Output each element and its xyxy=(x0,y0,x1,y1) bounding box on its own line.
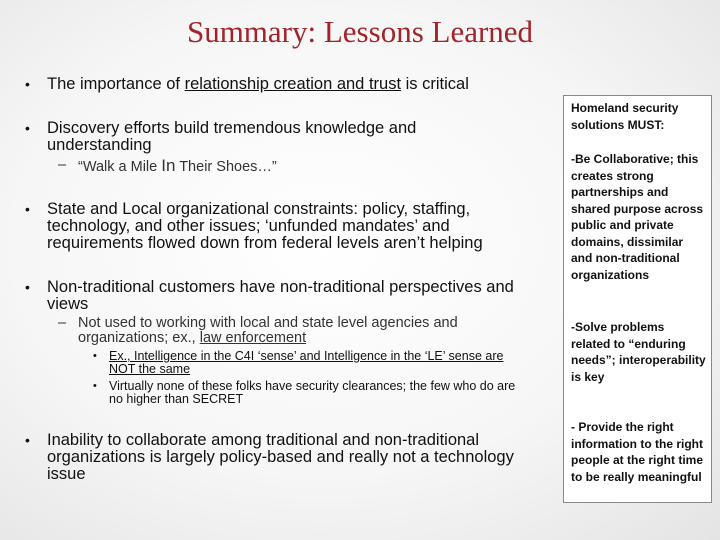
callout-box xyxy=(563,95,712,503)
sub-sub-bullet-text: Virtually none of these folks have security clearances; the few who do are no higher than SECRET xyxy=(109,379,516,406)
bullet-text: Non-traditional customers have non-traditional perspectives and views xyxy=(47,278,514,313)
bullet-text: Inability to collaborate among traditional and non-traditional organizations is largely policy-based and really not a technology issue xyxy=(47,431,514,483)
bullet-text: State and Local organizational constraints: policy, staffing, technology, and other issues; ‘unfunded mandates’ and requirements flowed down from federal levels aren’t helping xyxy=(47,200,483,252)
sub-bullet-text: Not used to working with local and state level agencies and organizations; ex., law enforcement xyxy=(78,315,458,346)
callout-heading: Homeland security solutions MUST: xyxy=(571,101,679,132)
sub-bullet-text: “Walk a Mile In Their Shoes…” xyxy=(78,156,277,175)
emphasis-link: law enforcement xyxy=(199,330,307,346)
bullet-text: The importance of relationship creation and trust is critical xyxy=(47,75,469,93)
bullet-marker: • xyxy=(93,380,97,392)
emphasis-link: relationship creation and trust xyxy=(184,75,402,93)
bullet-text: Discovery efforts build tremendous knowledge and understanding xyxy=(47,119,417,154)
callout-point: -Be Collaborative; this creates strong partnerships and shared purpose across public and private domains, dissimilar and non-traditional organizations xyxy=(571,152,704,282)
bullet-marker: • xyxy=(25,432,30,448)
bullet-marker: • xyxy=(25,279,30,295)
dash-marker: – xyxy=(58,157,67,173)
bullet-marker: • xyxy=(25,120,30,136)
bullet-marker: • xyxy=(25,201,30,217)
callout-point: - Provide the right information to the right people at the right time to be really meaningful xyxy=(571,420,704,484)
sub-sub-bullet-text: Ex., Intelligence in the C4I ‘sense’ and Intelligence in the ‘LE’ sense are NOT the same xyxy=(109,349,504,376)
page-title: Summary: Lessons Learned xyxy=(186,14,534,49)
bullet-marker: • xyxy=(25,76,30,92)
bullet-marker: • xyxy=(93,350,97,362)
callout-point: -Solve problems related to “enduring needs”; interoperability is key xyxy=(571,320,706,384)
dash-marker: – xyxy=(58,315,67,331)
